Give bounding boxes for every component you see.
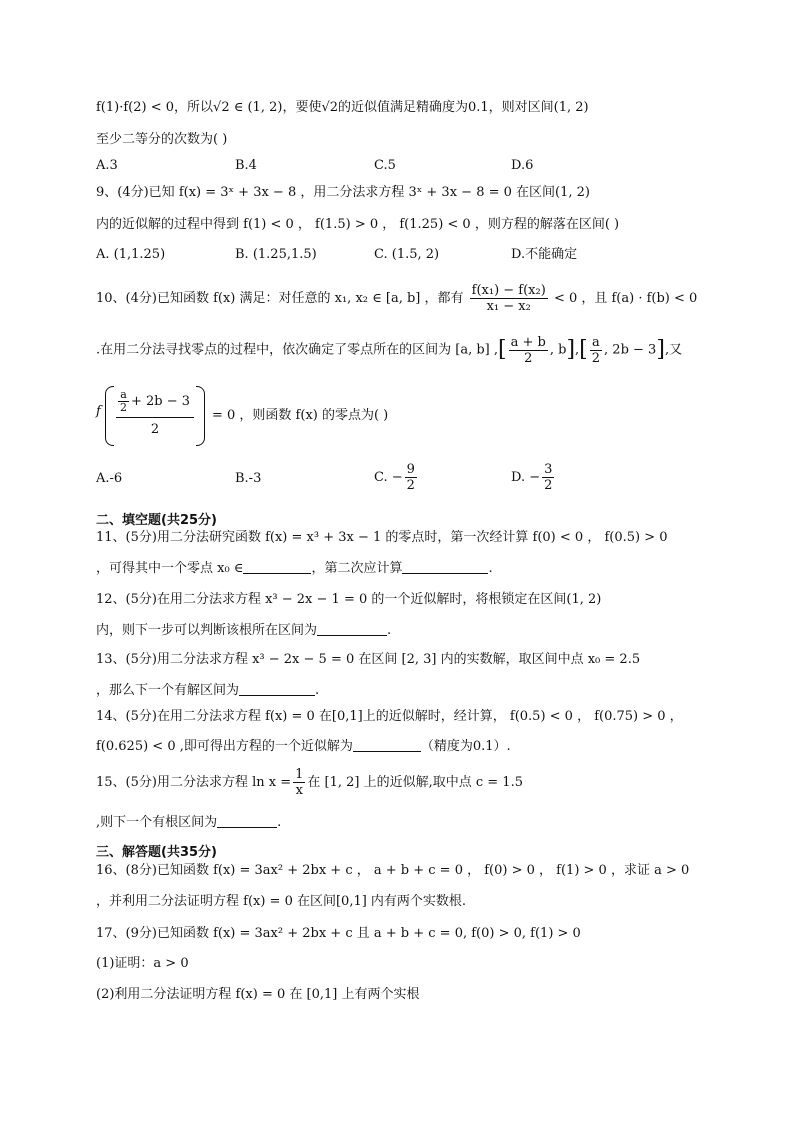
text: . — [488, 561, 493, 576]
denominator: x — [295, 783, 303, 798]
q11-line1: 11、(5分)用二分法研究函数 f(x) = x³ + 3x − 1 的零点时，第一次经计算 f(0) < 0 ， f(0.5) > 0 — [96, 530, 668, 545]
q9-line1: 9、(4分)已知 f(x) = 3ˣ + 3x − 8 ，用二分法求方程 3ˣ + 3x − 8 = 0 在区间(1, 2) — [96, 185, 590, 200]
text: , 2b − 3 — [604, 342, 657, 358]
q12-line2 — [96, 621, 734, 641]
text: ，那么下一个有解区间为 — [96, 683, 240, 698]
fraction — [470, 283, 548, 314]
text: . — [315, 683, 320, 698]
option-c[interactable]: C.5 — [374, 158, 396, 173]
text: + 2b − 3 — [131, 393, 191, 409]
fraction — [590, 335, 602, 366]
option-c[interactable]: C. (1.5, 2) — [374, 247, 440, 262]
fraction — [118, 389, 129, 414]
q9-line2: 内的近似解的过程中得到 f(1) < 0 ， f(1.5) > 0 ， f(1.25) < 0 ，则方程的解落在区间( ) — [96, 217, 620, 232]
text: 10、(4分)已知函数 f(x) 满足：对任意的 x₁, x₂ ∈ [a, b] ，都有 — [96, 291, 464, 306]
text: 15、(5分)用二分法求方程 ln x = — [96, 775, 292, 790]
text: f — [96, 404, 101, 419]
text: ,则下一个有根区间为 — [96, 815, 218, 830]
option-d[interactable] — [511, 462, 556, 493]
denominator: 2 — [544, 478, 553, 493]
fraction-bar — [116, 417, 194, 418]
answer-blank[interactable] — [353, 737, 421, 752]
text: C. − — [374, 470, 403, 485]
text: .在用二分法寻找零点的过程中，依次确定了零点所在的区间为 [a, b] , — [96, 342, 499, 358]
q9-options — [96, 245, 736, 265]
numerator: f(x₁) − f(x₂) — [471, 283, 546, 298]
text: ,又 — [664, 342, 683, 358]
text: f(1)·f(2) < 0 — [96, 100, 175, 115]
numerator: 9 — [406, 462, 415, 477]
numerator: 3 — [544, 462, 553, 477]
option-b[interactable]: B.4 — [235, 158, 257, 173]
q10-line1 — [96, 282, 734, 316]
numerator: a — [592, 334, 600, 350]
q12-line1: 12、(5分)在用二分法求方程 x³ − 2x − 1 = 0 的一个近似解时，将根锁定在区间(1, 2) — [96, 592, 602, 607]
text: . — [387, 623, 392, 638]
fraction — [405, 462, 417, 493]
q10-line3 — [96, 382, 696, 448]
option-a[interactable]: A.3 — [96, 158, 118, 173]
q14-line1: 14、(5分)在用二分法求方程 f(x) = 0 在[0,1]上的近似解时，经计算， f(0.5) < 0 ， f(0.75) > 0 ， — [96, 709, 683, 724]
text: ，所以 — [174, 100, 214, 115]
option-a[interactable]: A.-6 — [96, 471, 123, 486]
denominator: 2 — [524, 350, 533, 366]
section-heading-answer: 三、解答题(共35分) — [96, 845, 217, 860]
option-d[interactable]: D.不能确定 — [511, 247, 578, 262]
text: ，可得其中一个零点 x₀ ∈ — [96, 561, 244, 576]
option-a[interactable]: A. (1,1.25) — [96, 247, 166, 262]
answer-blank[interactable] — [402, 559, 488, 574]
section-heading-fill-blank: 二、填空题(共25分) — [96, 513, 217, 528]
q17-line1: 17、(9分)已知函数 f(x) = 3ax² + 2bx + c 且 a + b + c = 0, f(0) > 0, f(1) > 0 — [96, 926, 581, 941]
fraction — [293, 767, 305, 798]
q17-line3: (2)利用二分法证明方程 f(x) = 0 在 [0,1] 上有两个实根 — [96, 987, 420, 1002]
fraction — [509, 335, 548, 366]
right-paren — [196, 386, 205, 446]
option-c[interactable] — [374, 462, 419, 493]
left-paren — [105, 386, 114, 446]
answer-blank[interactable] — [239, 681, 315, 696]
text: , b — [549, 342, 567, 358]
text: 在 [1, 2] 上的近似解,取中点 c = 1.5 — [307, 775, 523, 790]
text: √2 ∈ (1, 2) — [213, 100, 283, 115]
text: ，要使√2的近似值满足精确度为0.1，则对区间(1, 2) — [282, 100, 589, 115]
denominator: 2 — [120, 400, 127, 414]
denominator: 2 — [406, 478, 415, 493]
q11-line2 — [96, 559, 734, 579]
q14-line2 — [96, 737, 734, 757]
answer-blank[interactable] — [217, 813, 277, 828]
q16-line2: ，并利用二分法证明方程 f(x) = 0 在区间[0,1] 内有两个实数根. — [96, 894, 467, 909]
text: . — [277, 815, 282, 830]
option-b[interactable]: B.-3 — [235, 471, 262, 486]
option-b[interactable]: B. (1.25,1.5) — [235, 247, 317, 262]
text: < 0 ，且 f(a) · f(b) < 0 — [553, 291, 698, 306]
prev-problem-line1 — [96, 98, 734, 118]
option-d[interactable]: D.6 — [511, 158, 534, 173]
text: D. − — [511, 470, 541, 485]
q15-line2 — [96, 813, 734, 833]
text: ，第二次应计算 — [311, 561, 403, 576]
q17-line2: (1)证明：a > 0 — [96, 956, 189, 971]
nested-numerator — [116, 386, 194, 416]
fraction — [542, 462, 554, 493]
q16-line1: 16、(8分)已知函数 f(x) = 3ax² + 2bx + c ， a + b + c = 0 ， f(0) > 0 ， f(1) > 0 ，求证 a > 0 — [96, 863, 690, 878]
numerator: a + b — [510, 334, 546, 350]
q13-line1: 13、(5分)用二分法求方程 x³ − 2x − 5 = 0 在区间 [2, 3] 内的实数解，取区间中点 x₀ = 2.5 — [96, 652, 641, 667]
denominator: 2 — [150, 422, 160, 437]
prev-problem-line2: 至少二等分的次数为( ) — [96, 132, 228, 147]
denominator: 2 — [591, 350, 601, 366]
q10-options — [96, 460, 736, 498]
answer-blank[interactable] — [243, 559, 311, 574]
text: f(0.625) < 0 ,即可得出方程的一个近似解为 — [96, 739, 353, 754]
text: （精度为0.1）. — [420, 739, 511, 754]
text: 内，则下一步可以判断该根所在区间为 — [96, 623, 318, 638]
numerator: a — [120, 387, 127, 401]
q13-line2 — [96, 681, 734, 701]
nested-fraction — [116, 386, 194, 444]
answer-blank[interactable] — [317, 621, 387, 636]
denominator: x₁ − x₂ — [486, 299, 531, 314]
prev-problem-options — [96, 156, 736, 176]
q10-line2: .在用二分法寻找零点的过程中，依次确定了零点所在的区间为 [a, b] ,[ $\frac{a + b}{2}$ , b],[ $\frac{a}{2}$ , 2b − 3],又 — [96, 334, 683, 366]
text: = 0 ，则函数 f(x) 的零点为( ) — [212, 408, 389, 423]
numerator: 1 — [295, 767, 304, 782]
q15-line1 — [96, 766, 734, 800]
